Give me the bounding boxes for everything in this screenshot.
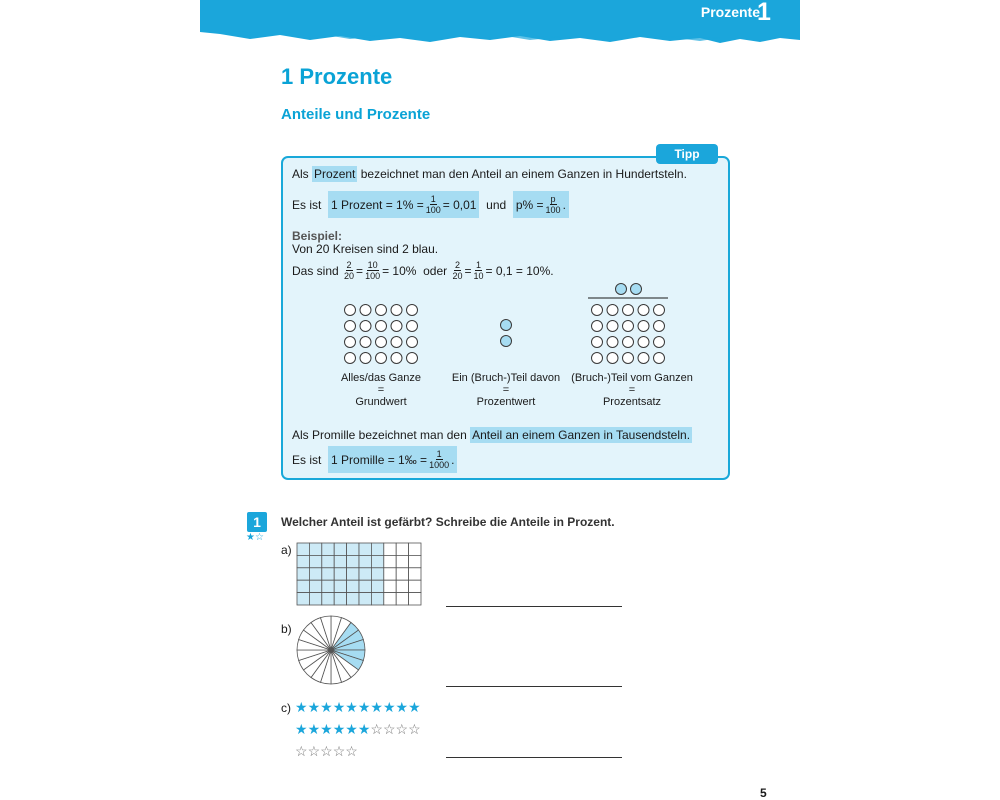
chapter-number: 1 — [757, 0, 771, 26]
empty-circle — [654, 321, 665, 332]
caption-bottom: Grundwert — [355, 396, 407, 408]
grid-cell-filled — [347, 555, 359, 567]
fraction-pie — [295, 614, 367, 686]
star-empty-icon: ☆ — [382, 721, 396, 737]
fraction-grid — [296, 542, 422, 606]
fraction-p-100 — [546, 194, 561, 215]
frac-num: 1 — [436, 449, 442, 459]
grid-cell-empty — [384, 555, 396, 567]
fraction-1-1000 — [429, 449, 449, 470]
formula-b: = 0,01 — [442, 197, 477, 212]
empty-circle — [376, 321, 387, 332]
ex-eq: = — [356, 263, 364, 278]
difficulty-stars: ★☆ — [246, 532, 264, 543]
star-filled-icon: ★ — [332, 721, 346, 737]
empty-circle — [391, 337, 402, 348]
grid-cell-empty — [396, 543, 408, 555]
star-filled-icon: ★ — [320, 699, 333, 715]
grid-cell-empty — [409, 555, 421, 567]
star-filled-icon: ★ — [320, 721, 333, 737]
formula-percent-box — [328, 191, 479, 218]
grid-cell-empty — [384, 568, 396, 580]
empty-circle — [638, 353, 649, 364]
answer-line-b[interactable] — [446, 686, 622, 687]
def-text-pre: Als — [292, 167, 309, 181]
example-line-1: Von 20 Kreisen sind 2 blau. — [292, 242, 439, 256]
empty-circle — [654, 305, 665, 316]
empty-circle — [638, 305, 649, 316]
promille-a: 1 Promille = 1‰ = — [331, 452, 428, 467]
empty-circle — [407, 353, 418, 364]
empty-circle — [376, 353, 387, 364]
empty-circle — [592, 321, 603, 332]
formula-dot: . — [562, 197, 566, 212]
star-row-1 — [295, 699, 421, 715]
grid-cell-filled — [371, 580, 383, 592]
grid-cell-filled — [297, 593, 309, 605]
empty-circle — [360, 321, 371, 332]
caption-whole — [311, 372, 451, 408]
promille-box — [328, 446, 457, 473]
caption-eq: = — [377, 384, 385, 396]
grid-cell-filled — [359, 593, 371, 605]
grid-cell-filled — [359, 555, 371, 567]
promille-line — [292, 427, 692, 443]
grid-cell-filled — [322, 568, 334, 580]
promille-dot: . — [451, 452, 455, 467]
frac-num: 1 — [430, 194, 436, 204]
blue-circle — [616, 284, 627, 295]
empty-circle — [345, 337, 356, 348]
empty-circle — [345, 353, 356, 364]
empty-circle — [623, 321, 634, 332]
star-filled-icon: ★ — [295, 699, 308, 715]
frac-num: 2 — [454, 260, 460, 270]
empty-circle — [592, 305, 603, 316]
empty-circle — [592, 353, 603, 364]
grid-cell-filled — [322, 580, 334, 592]
frac-num: p — [550, 194, 556, 204]
star-filled-icon: ★ — [382, 699, 396, 715]
frac-num: 1 — [476, 260, 482, 270]
star-filled-icon: ★ — [332, 699, 346, 715]
caption-bottom: Prozentsatz — [602, 396, 662, 408]
empty-circle — [407, 321, 418, 332]
section-title: Anteile und Prozente — [281, 106, 431, 123]
task-number: 1 — [247, 512, 267, 532]
star-empty-icon: ☆ — [295, 743, 308, 759]
ex-eq: = — [464, 263, 472, 278]
grid-cell-empty — [409, 580, 421, 592]
empty-circle — [360, 337, 371, 348]
star-empty-icon: ☆ — [345, 743, 358, 759]
formula-c: p% = — [515, 197, 544, 212]
empty-circle — [654, 353, 665, 364]
sub-b-label: b) — [281, 622, 292, 636]
ex-pre: Das sind — [292, 263, 339, 278]
grid-cell-empty — [396, 593, 408, 605]
star-row-3 — [295, 743, 358, 759]
caption-top: Ein (Bruch-)Teil davon — [451, 372, 561, 384]
promille-highlight: Anteil an einem Ganzen in Tausendsteln. — [472, 428, 691, 442]
grid-cell-filled — [347, 543, 359, 555]
star-row-2 — [295, 721, 421, 737]
promille-formula-line — [292, 446, 457, 473]
definition-line — [292, 166, 687, 182]
sub-c-label: c) — [281, 701, 291, 715]
empty-circle — [345, 305, 356, 316]
grid-cell-filled — [322, 593, 334, 605]
grid-cell-filled — [309, 555, 321, 567]
grid-cell-filled — [359, 580, 371, 592]
grid-cell-filled — [334, 543, 346, 555]
empty-circle — [376, 337, 387, 348]
caption-rate — [562, 372, 702, 408]
empty-circle — [391, 353, 402, 364]
task-instruction: Welcher Anteil ist gefärbt? Schreibe die Anteile in Prozent. — [281, 515, 615, 529]
formula-line — [292, 191, 569, 218]
tip-badge: Tipp — [656, 144, 718, 164]
star-filled-icon: ★ — [357, 699, 371, 715]
grid-cell-empty — [396, 555, 408, 567]
empty-circle — [391, 321, 402, 332]
formula-und: und — [486, 197, 507, 212]
grid-cell-empty — [396, 568, 408, 580]
frac-den: 100 — [365, 271, 381, 281]
grid-cell-filled — [309, 593, 321, 605]
frac-den: 10 — [473, 271, 484, 281]
frac-num: 10 — [367, 260, 378, 270]
ex-end: = 0,1 = 10%. — [485, 263, 554, 278]
star-empty-icon: ☆ — [395, 721, 409, 737]
grid-cell-filled — [371, 555, 383, 567]
empty-circle — [607, 337, 618, 348]
star-filled-icon: ★ — [408, 699, 421, 715]
empty-circle — [607, 305, 618, 316]
blue-circle — [631, 284, 642, 295]
caption-top: (Bruch-)Teil vom Ganzen — [571, 372, 693, 384]
blue-circle — [501, 336, 512, 347]
caption-bottom: Prozentwert — [476, 396, 536, 408]
grid-cell-empty — [384, 580, 396, 592]
grid-cell-empty — [409, 568, 421, 580]
page-title: 1 Prozente — [281, 64, 393, 89]
example-label: Beispiel: — [292, 229, 343, 243]
grid-cell-filled — [347, 580, 359, 592]
star-empty-icon: ☆ — [408, 721, 421, 737]
def-text-post: bezeichnet man den Anteil an einem Ganzen in Hundertsteln. — [360, 167, 687, 181]
page-number: 5 — [760, 786, 767, 800]
star-filled-icon: ★ — [370, 699, 383, 715]
empty-circle — [623, 337, 634, 348]
grid-cell-empty — [409, 543, 421, 555]
chapter-label: Prozente — [700, 4, 760, 20]
frac-den: 100 — [545, 205, 561, 215]
formula-a: 1 Prozent = 1% = — [331, 197, 424, 212]
empty-circle — [623, 305, 634, 316]
empty-circle — [623, 353, 634, 364]
grid-cell-empty — [396, 580, 408, 592]
def-highlight: Prozent — [314, 167, 356, 181]
star-filled-icon: ★ — [345, 699, 358, 715]
blue-circle — [501, 320, 512, 331]
grid-cell-filled — [347, 593, 359, 605]
empty-circle — [638, 337, 649, 348]
frac-den: 20 — [344, 271, 355, 281]
grid-cell-filled — [322, 555, 334, 567]
empty-circle — [607, 353, 618, 364]
star-filled-icon: ★ — [307, 721, 321, 737]
empty-circle — [654, 337, 665, 348]
grid-cell-filled — [297, 543, 309, 555]
formula-pre: Es ist — [292, 197, 322, 212]
caption-eq: = — [502, 384, 510, 396]
grid-cell-filled — [322, 543, 334, 555]
star-filled-icon: ★ — [357, 721, 371, 737]
frac-num: 2 — [346, 260, 352, 270]
star-filled-icon: ★ — [295, 721, 308, 737]
empty-circle — [592, 337, 603, 348]
grid-cell-filled — [371, 568, 383, 580]
grid-cell-filled — [334, 593, 346, 605]
star-empty-icon: ☆ — [370, 721, 383, 737]
grid-cell-filled — [297, 555, 309, 567]
empty-circle — [391, 305, 402, 316]
empty-circle — [360, 305, 371, 316]
caption-top: Alles/das Ganze — [340, 372, 422, 384]
grid-cell-filled — [297, 568, 309, 580]
star-empty-icon: ☆ — [307, 743, 321, 759]
grid-cell-filled — [347, 568, 359, 580]
circle-diagrams — [330, 278, 690, 368]
grid-cell-filled — [359, 543, 371, 555]
star-filled-icon: ★ — [345, 721, 358, 737]
grid-cell-empty — [384, 543, 396, 555]
grid-cell-filled — [334, 568, 346, 580]
frac-den: 20 — [452, 271, 463, 281]
grid-cell-filled — [309, 543, 321, 555]
frac-den: 100 — [425, 205, 441, 215]
grid-cell-filled — [309, 568, 321, 580]
grid-cell-empty — [384, 593, 396, 605]
empty-circle — [360, 353, 371, 364]
star-empty-icon: ☆ — [332, 743, 346, 759]
star-filled-icon: ★ — [395, 699, 409, 715]
empty-circle — [376, 305, 387, 316]
grid-cell-filled — [359, 568, 371, 580]
empty-circle — [407, 337, 418, 348]
grid-cell-filled — [309, 580, 321, 592]
ex-mid: = 10% oder — [382, 263, 448, 278]
grid-cell-filled — [371, 593, 383, 605]
grid-cell-empty — [409, 593, 421, 605]
caption-part — [436, 372, 576, 408]
answer-line-a[interactable] — [446, 606, 622, 607]
empty-circle — [607, 321, 618, 332]
promille-pre: Als Promille bezeichnet man den — [292, 428, 467, 442]
answer-line-c[interactable] — [446, 757, 622, 758]
star-filled-icon: ★ — [307, 699, 321, 715]
fraction-1-100 — [426, 194, 441, 215]
star-empty-icon: ☆ — [320, 743, 333, 759]
sub-a-label: a) — [281, 543, 292, 557]
grid-cell-filled — [371, 543, 383, 555]
caption-eq: = — [628, 384, 636, 396]
grid-cell-filled — [334, 580, 346, 592]
empty-circle — [345, 321, 356, 332]
empty-circle — [407, 305, 418, 316]
promille-formula-pre: Es ist — [292, 452, 322, 467]
formula-p-box — [513, 191, 569, 218]
grid-cell-filled — [297, 580, 309, 592]
frac-den: 1000 — [429, 460, 450, 470]
grid-cell-filled — [334, 555, 346, 567]
empty-circle — [638, 321, 649, 332]
